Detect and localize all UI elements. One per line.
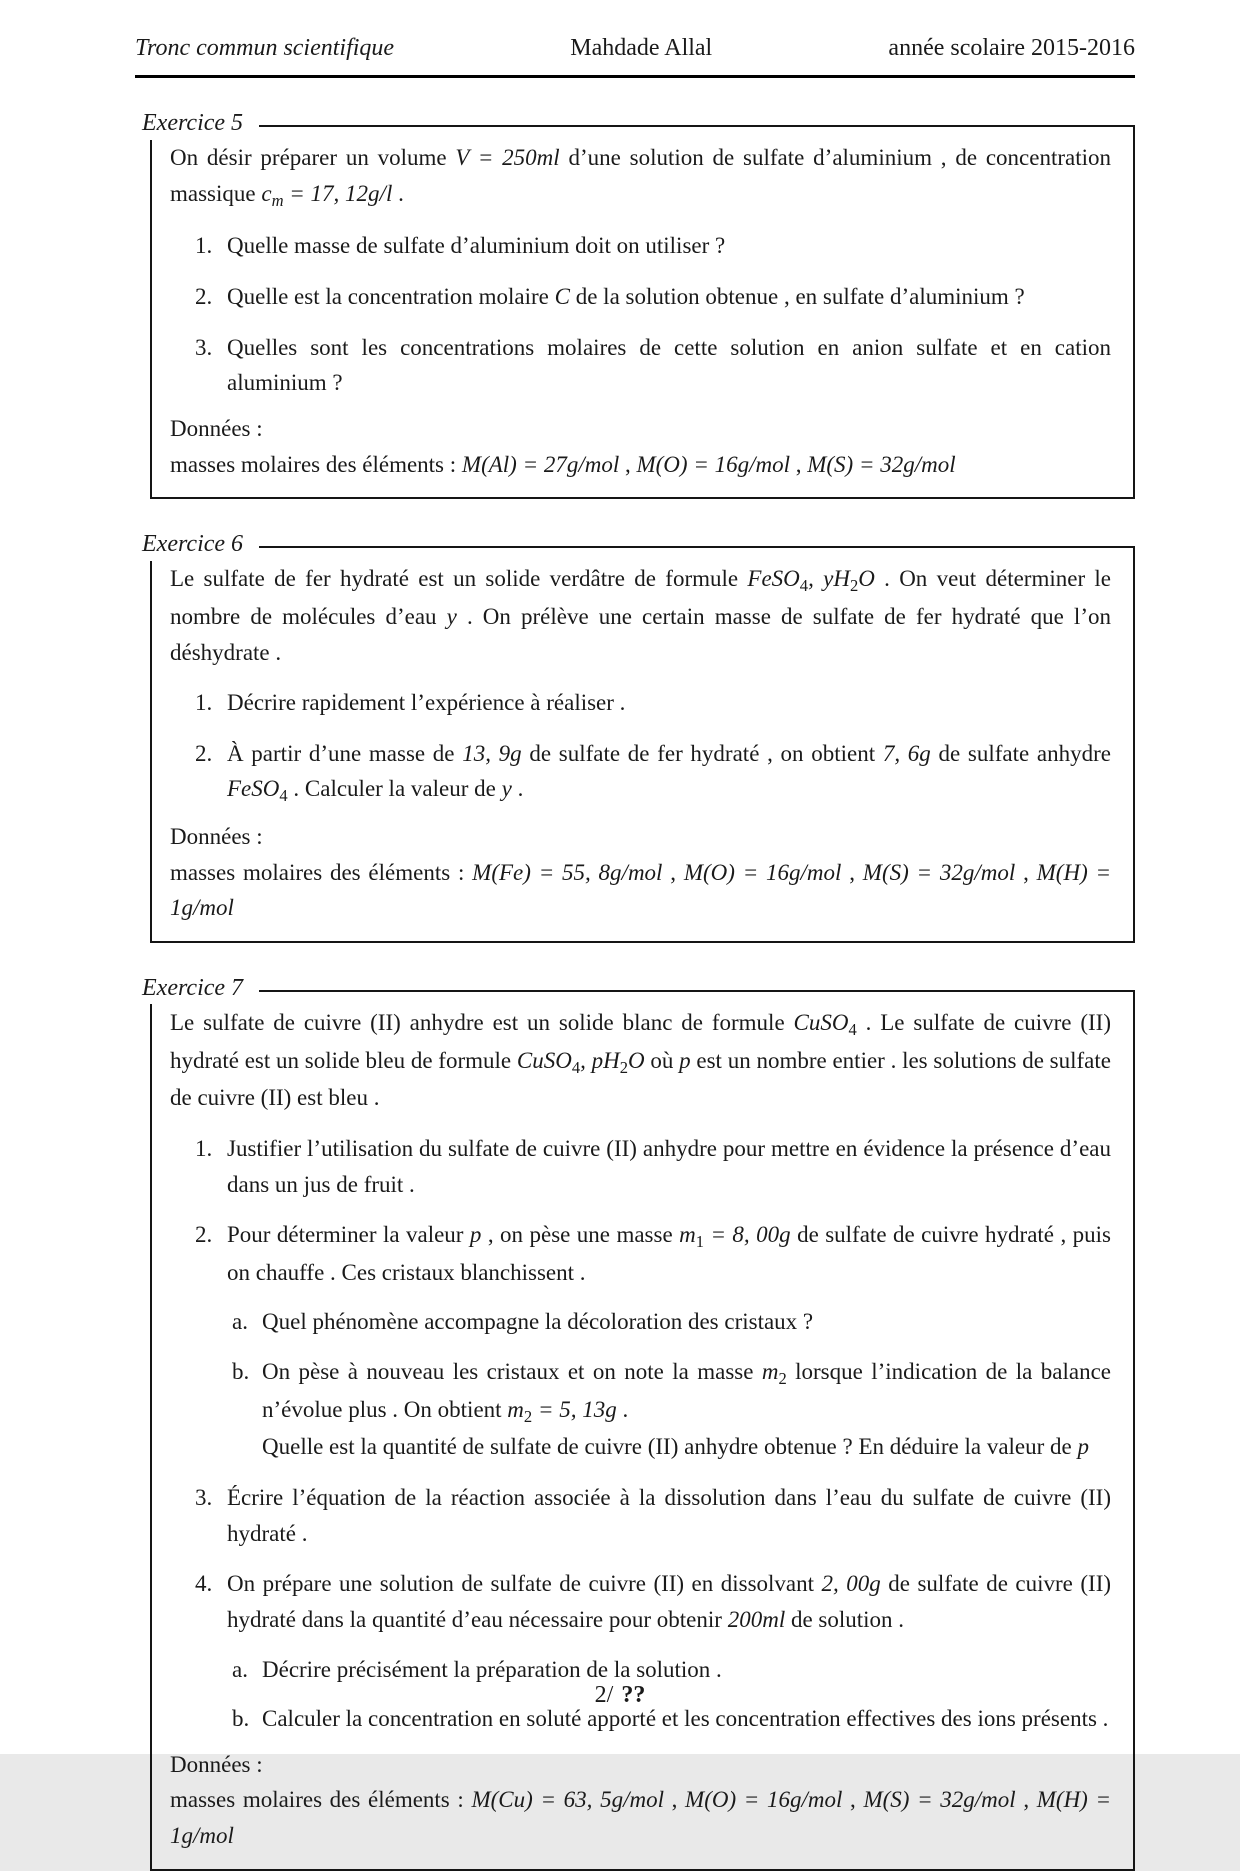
exercise-7-title: Exercice 7	[140, 972, 259, 1004]
header-course: Tronc commun scientifique	[135, 35, 395, 61]
subitem-letter: b.	[232, 1706, 250, 1732]
item-number: 4.	[195, 1571, 213, 1597]
subitem-text: Quel phénomène accompagne la décoloration des cristaux ?	[262, 1309, 814, 1335]
exercise-item	[195, 1566, 1111, 1637]
page-footer	[0, 1677, 1240, 1714]
item-number: 2.	[195, 1222, 213, 1248]
item-number: 1.	[195, 1135, 213, 1161]
page-header	[135, 30, 1135, 78]
exercise-subitem	[232, 1304, 1111, 1340]
page-total: ??	[621, 1681, 646, 1708]
item-number: 2.	[195, 740, 213, 766]
exercise-6-section	[142, 531, 1135, 943]
exercise-7-box	[150, 990, 1135, 1871]
subitem-text: Décrire précisément la préparation de la solution .	[262, 1656, 722, 1682]
header-author: Mahdade Allal	[570, 35, 713, 61]
item-text: Pour déterminer la valeur p , on pèse une masse $m_1 = 8$, 00g de sulfate de cuivre hydraté , puis on chauffe . Ces cristaux blanchissent .	[227, 1222, 1111, 1285]
donnees-label: Données :	[170, 824, 263, 850]
exercise-item	[195, 685, 1111, 721]
exercise-5-intro: On désir préparer un volume V = 250ml d’une solution de sulfate d’aluminium , de concentration massique $c_m = 17$, 12g/l .	[170, 145, 1112, 210]
subitem-text: Calculer la concentration en soluté apporté et les concentration effectives des ions présents .	[262, 1706, 1109, 1732]
exercise-item	[195, 1131, 1111, 1202]
item-number: 1.	[195, 690, 213, 716]
exercise-6-box	[150, 546, 1135, 943]
exercise-item	[195, 279, 1111, 315]
subitem-letter: a.	[232, 1656, 248, 1682]
item-text: Quelles sont les concentrations molaires de cette solution en anion sulfate et en cation aluminium ?	[227, 334, 1111, 396]
subitem-text-line: On pèse à nouveau les cristaux et on note la masse $m_2$ lorsque l’indication de la balance n’évolue plus . On obtient $m_2 = 5$, 13g .	[262, 1359, 1111, 1426]
exercise-5-title: Exercice 5	[140, 107, 259, 139]
donnees-label: Données :	[170, 416, 263, 442]
item-text: Justifier l’utilisation du sulfate de cuivre (II) anhydre pour mettre en évidence la présence d’eau dans un jus de fruit .	[227, 1135, 1111, 1197]
page-content	[135, 30, 1135, 1871]
exercise-item	[195, 228, 1111, 264]
exercise-item	[195, 1217, 1111, 1290]
exercise-item	[195, 1480, 1111, 1551]
exercise-6-title: Exercice 6	[140, 528, 259, 560]
exercise-5-box	[150, 125, 1135, 499]
exercise-7-intro: Le sulfate de cuivre (II) anhydre est un solide blanc de formule CuSO$_4$ . Le sulfate de cuivre (II) hydraté est un solide bleu de formule CuSO$_4$, $pH_2O$ où p est un nombre entier . les solutions de sulfate de cuivre (II) est bleu .	[170, 1010, 1111, 1111]
subitem-letter: a.	[232, 1309, 248, 1335]
exercise-item	[195, 736, 1111, 809]
subitem-text	[262, 1354, 1111, 1465]
item-number: 3.	[195, 334, 213, 360]
item-number: 3.	[195, 1485, 213, 1510]
item-text: Quelle masse de sulfate d’aluminium doit on utiliser ?	[227, 233, 726, 259]
item-number: 2.	[195, 284, 213, 310]
subitem-letter: b.	[232, 1359, 250, 1385]
exercise-subitem	[232, 1354, 1111, 1465]
subitem-text-line: Quelle est la quantité de sulfate de cuivre (II) anhydre obtenue ? En déduire la valeur de p	[262, 1434, 1090, 1460]
item-text: Écrire l’équation de la réaction associée à la dissolution dans l’eau du sulfate de cuivre (II) hydraté .	[227, 1485, 1111, 1546]
exercise-5-section	[142, 110, 1135, 499]
page-number: 2/	[594, 1681, 614, 1708]
exercise-6-intro: Le sulfate de fer hydraté est un solide verdâtre de formule FeSO$_4$, $yH_2O$ . On veut déterminer le nombre de molécules d’eau y . On prélève une certain masse de sulfate de fer hydraté que l’on déshydrate .	[170, 566, 1112, 665]
donnees-label: Données :	[170, 1751, 263, 1777]
item-text: On prépare une solution de sulfate de cuivre (II) en dissolvant 2, 00g de sulfate de cuivre (II) hydraté dans la quantité d’eau nécessaire pour obtenir 200ml de solution .	[227, 1571, 1112, 1632]
item-text: À partir d’une masse de 13, 9g de sulfate de fer hydraté , on obtient 7, 6g de sulfate anhydre FeSO$_4$ . Calculer la valeur de y .	[227, 740, 1111, 806]
item-text: Décrire rapidement l’expérience à réaliser .	[227, 690, 626, 716]
molar-masses-line: masses molaires des éléments : M(Cu) = 63, 5g/mol , M(O) = 16g/mol , M(S) = 32g/mol , M(H) = 1g/mol	[170, 1787, 1112, 1849]
exercise-item	[195, 330, 1111, 401]
item-number: 1.	[195, 233, 213, 259]
item-text: Quelle est la concentration molaire C de la solution obtenue , en sulfate d’aluminium ?	[227, 284, 1025, 310]
molar-masses-line: masses molaires des éléments : M(Fe) = 55, 8g/mol , M(O) = 16g/mol , M(S) = 32g/mol , M(H) = 1g/mol	[170, 859, 1112, 921]
molar-masses-line: masses molaires des éléments : M(Al) = 27g/mol , M(O) = 16g/mol , M(S) = 32g/mol	[170, 451, 956, 477]
header-year: année scolaire 2015-2016	[888, 35, 1135, 61]
exercise-7-section	[142, 975, 1135, 1871]
